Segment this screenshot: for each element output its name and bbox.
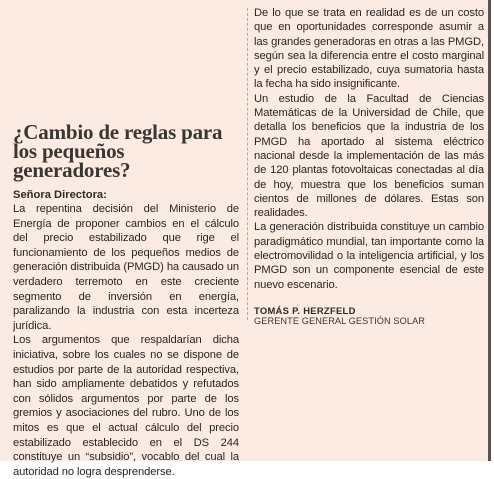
paragraph-left-1: La repentina decisión del Ministerio de Energía de proponer cambios en el cálculo del precio estabilizado que rige el funcionamiento de los pequeños medios de generación distribuida (PMGD) ha causado un verdadero terremoto en este creciente segmento de inversión en energía, paralizando la industria con esta incerteza jurídica. <box>13 203 239 332</box>
salutation: Señora Directora: <box>13 189 107 201</box>
signature-title: GERENTE GENERAL GESTIÓN SOLAR <box>254 315 426 326</box>
headline: ¿Cambio de reglas para los pequeños generadores? <box>13 120 223 182</box>
signature-name: TOMÁS P. HERZFELD <box>254 304 356 316</box>
signature <box>254 305 484 327</box>
paragraph-right-3: La generación distribuida constituye un cambio paradigmático mundial, tan importante como la electromovilidad o la inteligencia artificial, y los PMGD son un componente esencial de este nuevo escenario. <box>254 221 484 291</box>
right-column <box>254 6 484 327</box>
paragraph-right-1: De lo que se trata en realidad es de un costo que en oportunidades corresponde asumir a las grandes generadoras en otras a las PMGD, según sea la diferencia entre el costo marginal y el precio estabilizado, cuya sumatoria hasta la fecha ha sido insignificante. <box>254 7 484 91</box>
paragraph-left-2: Los argumentos que respaldarían dicha iniciativa, sobre los cuales no se dispone de estudios por parte de la autoridad respectiva, han sido ampliamente debatidos y refutados con sólidos argumentos por parte de los gremios y asociaciones del rubro. Uno de los mitos es que el actual cálculo del precio estabilizado establecido en el DS 244 constituye un “subsidio”, vocablo del cual la autoridad no logra desprenderse. <box>13 334 239 478</box>
left-column <box>13 120 239 479</box>
paragraph-right-2: Un estudio de la Facultad de Ciencias Matemáticas de la Universidad de Chile, que detalla los beneficios que la industria de los PMGD ha aportado al sistema eléctrico nacional desde la implementación de las más de 120 plantas fotovoltaicas conectadas al día de hoy, muestra que los beneficios suman cientos de millones de dólares. Estas son realidades. <box>254 92 484 220</box>
column-divider <box>247 8 248 320</box>
